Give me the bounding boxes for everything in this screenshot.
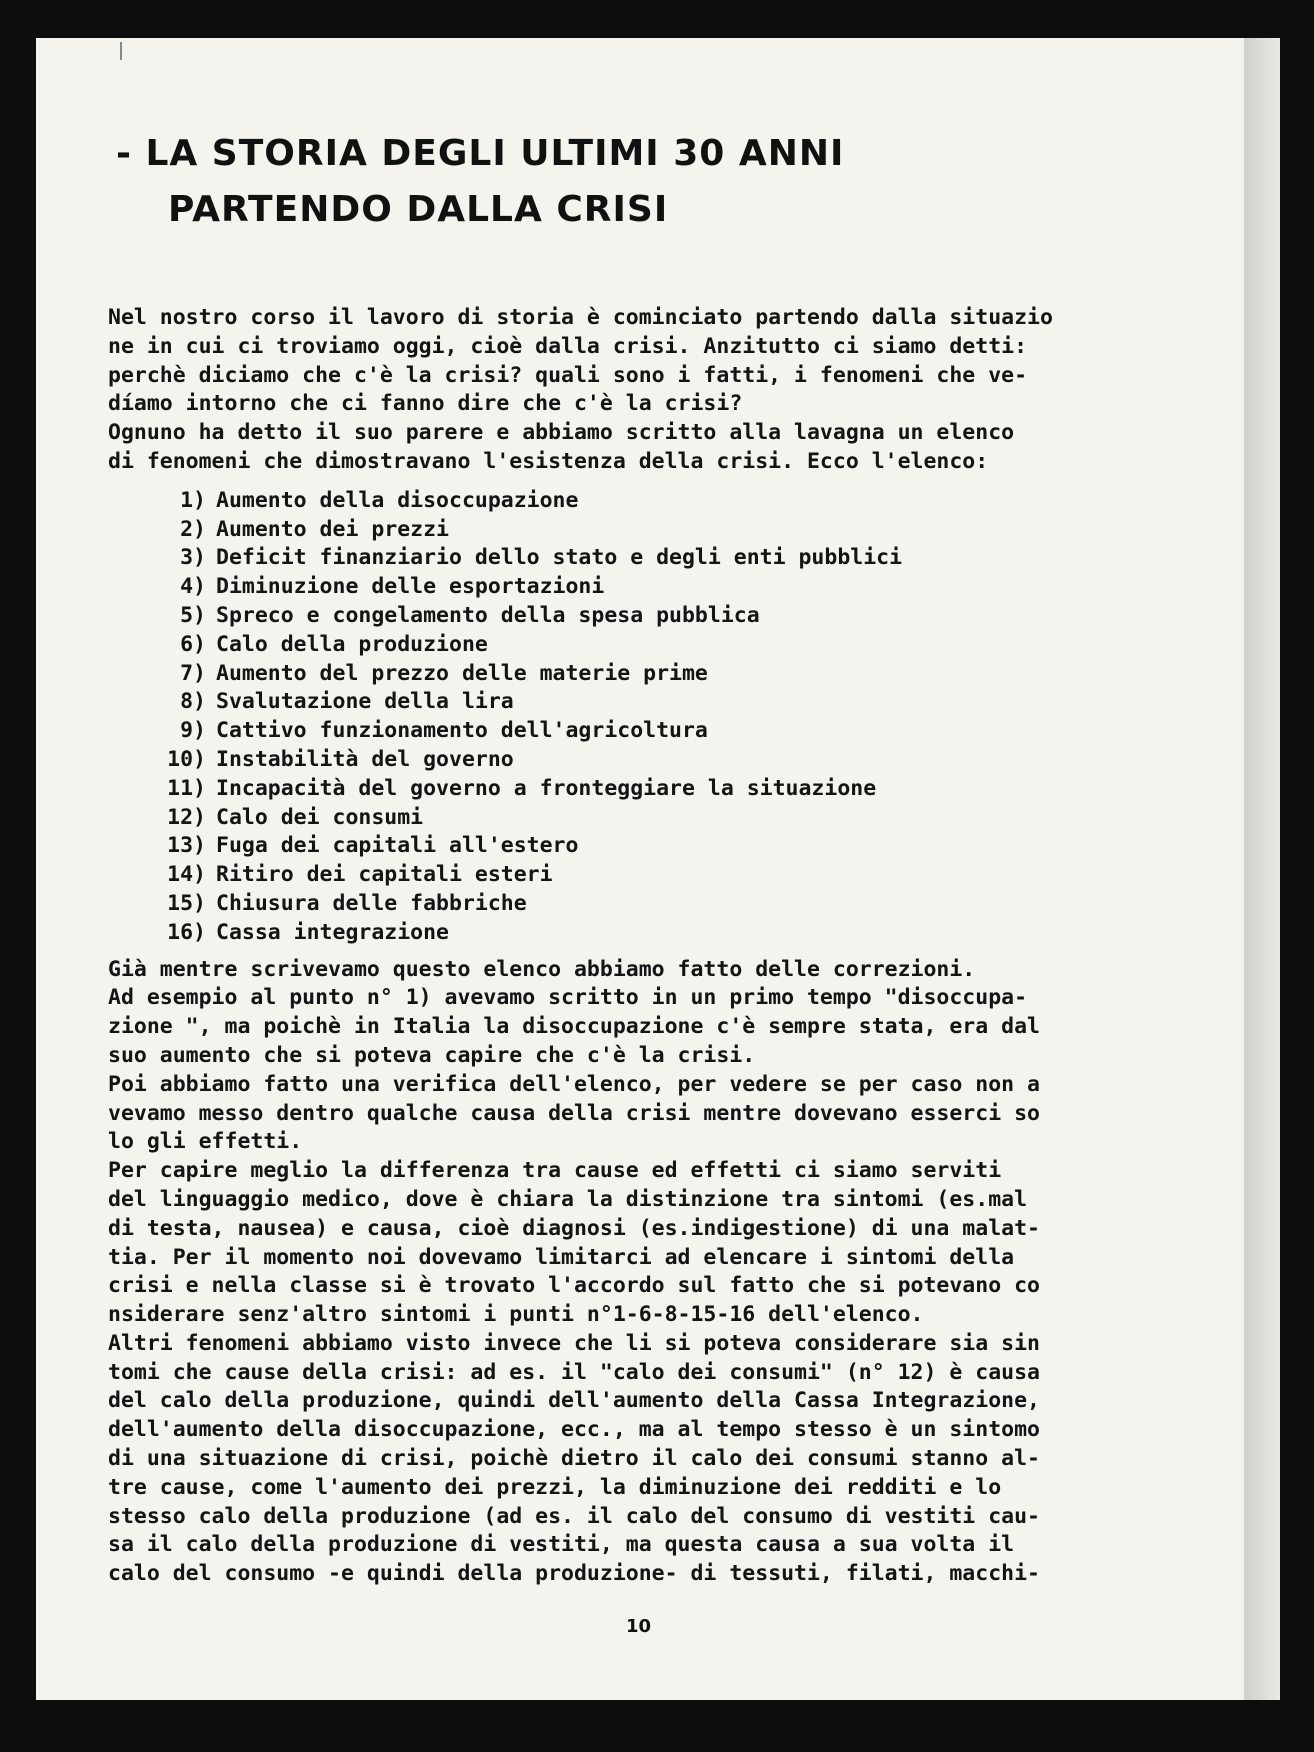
page-number: 10 (626, 1616, 652, 1637)
title-line-2: PARTENDO DALLA CRISI (168, 189, 669, 230)
scan-mark (120, 42, 122, 60)
intro-line: di fenomeni che dimostravano l'esistenza della crisi. Ecco l'elenco: (108, 448, 989, 474)
list-item-number: 10) (167, 746, 206, 772)
body-line: calo del consumo -e quindi della produzione- di tessuti, filati, macchi- (108, 1561, 1040, 1587)
list-item (108, 516, 1238, 545)
body-line: stesso calo della produzione (ad es. il calo del consumo di vestiti cau- (108, 1503, 1040, 1529)
list-item-text: Aumento dei prezzi (216, 516, 449, 542)
body-line: Poi abbiamo fatto una verifica dell'elenco, per vedere se per caso non a (108, 1071, 1040, 1097)
body-line: crisi e nella classe si è trovato l'accordo sul fatto che si potevano co (108, 1273, 1040, 1299)
list-item-text: Incapacità del governo a fronteggiare la situazione (216, 775, 877, 801)
list-item (108, 660, 1238, 689)
list-item-number: 11) (167, 775, 206, 801)
intro-line: perchè diciamo che c'è la crisi? quali sono i fatti, i fenomeni che ve- (108, 362, 1028, 388)
list-item-number: 6) (180, 631, 206, 657)
intro-line: Ognuno ha detto il suo parere e abbiamo scritto alla lavagna un elenco (108, 420, 1015, 446)
body-line: tomi che cause della crisi: ad es. il "calo dei consumi" (n° 12) è causa (108, 1359, 1040, 1385)
title-line-1: - LA STORIA DEGLI ULTIMI 30 ANNI (116, 133, 845, 174)
intro-line: Nel nostro corso il lavoro di storia è cominciato partendo dalla situazio (108, 305, 1053, 330)
list-item-text: Calo della produzione (216, 631, 488, 657)
list-item (108, 890, 1238, 919)
body-line: sa il calo della produzione di vestiti, ma questa causa a sua volta il (108, 1532, 1015, 1558)
body-line: del calo della produzione, quindi dell'aumento della Cassa Integrazione, (108, 1388, 1040, 1414)
list-item (108, 746, 1238, 775)
body-line: Già mentre scrivevamo questo elenco abbiamo fatto delle correzioni. (108, 956, 976, 982)
list-item-number: 16) (167, 919, 206, 945)
list-item (108, 919, 1238, 948)
body-line: di testa, nausea) e causa, cioè diagnosi (es.indigestione) di una malat- (108, 1215, 1040, 1241)
list-item-number: 4) (180, 574, 206, 600)
list-item-number: 15) (167, 890, 206, 916)
list-item-text: Deficit finanziario dello stato e degli enti pubblici (216, 545, 903, 571)
list-item-number: 2) (180, 516, 206, 542)
list-item-text: Diminuzione delle esportazioni (216, 574, 605, 600)
crisis-phenomena-list (108, 487, 1238, 948)
list-item (108, 804, 1238, 833)
list-item (108, 832, 1238, 861)
body-line: tre cause, come l'aumento dei prezzi, la diminuzione dei redditi e lo (108, 1474, 1002, 1500)
list-item-number: 12) (167, 804, 206, 830)
body-line: del linguaggio medico, dove è chiara la distinzione tra sintomi (es.mal (108, 1186, 1028, 1212)
list-item-text: Cassa integrazione (216, 919, 449, 945)
body-line: vevamo messo dentro qualche causa della crisi mentre dovevano esserci so (108, 1100, 1040, 1126)
body-line: nsiderare senz'altro sintomi i punti n°1-6-8-15-16 dell'elenco. (108, 1302, 924, 1328)
body-line: Ad esempio al punto n° 1) avevamo scritto in un primo tempo "disoccupa- (108, 985, 1028, 1011)
body-line: di una situazione di crisi, poichè dietro il calo dei consumi stanno al- (108, 1446, 1040, 1472)
body-line: dell'aumento della disoccupazione, ecc., ma al tempo stesso è un sintomo (108, 1417, 1040, 1443)
list-item-text: Calo dei consumi (216, 804, 424, 830)
body-line: zione ", ma poichè in Italia la disoccupazione c'è sempre stata, era dal (108, 1014, 1040, 1040)
list-item-number: 14) (167, 862, 206, 888)
list-item-text: Chiusura delle fabbriche (216, 890, 527, 916)
list-item-number: 3) (180, 545, 206, 571)
intro-line: díamo intorno che ci fanno dire che c'è la crisi? (108, 391, 743, 417)
document-body (108, 304, 1238, 1589)
body-paragraphs (108, 956, 1238, 1590)
intro-paragraph (108, 304, 1238, 477)
page-title (116, 126, 1116, 238)
list-item-text: Spreco e congelamento della spesa pubblica (216, 602, 760, 628)
list-item-text: Svalutazione della lira (216, 689, 514, 715)
list-item (108, 688, 1238, 717)
list-item (108, 861, 1238, 890)
list-item (108, 775, 1238, 804)
list-item-number: 8) (180, 689, 206, 715)
intro-line: ne in cui ci troviamo oggi, cioè dalla crisi. Anzitutto ci siamo detti: (108, 333, 1028, 359)
body-line: lo gli effetti. (108, 1129, 303, 1155)
body-line: Altri fenomeni abbiamo visto invece che li si poteva considerare sia sin (108, 1330, 1040, 1356)
list-item-number: 1) (180, 487, 206, 513)
list-item-number: 9) (180, 718, 206, 744)
body-line: tia. Per il momento noi dovevamo limitarci ad elencare i sintomi della (108, 1244, 1015, 1270)
list-item (108, 602, 1238, 631)
list-item-text: Fuga dei capitali all'estero (216, 833, 579, 859)
list-item (108, 573, 1238, 602)
list-item-text: Ritiro dei capitali esteri (216, 862, 553, 888)
body-line: suo aumento che si poteva capire che c'è la crisi. (108, 1042, 756, 1068)
list-item (108, 717, 1238, 746)
list-item-text: Cattivo funzionamento dell'agricoltura (216, 718, 708, 744)
list-item-number: 5) (180, 602, 206, 628)
list-item-text: Aumento del prezzo delle materie prime (216, 660, 708, 686)
list-item-number: 7) (180, 660, 206, 686)
list-item (108, 544, 1238, 573)
list-item (108, 631, 1238, 660)
list-item-text: Aumento della disoccupazione (216, 487, 579, 513)
facing-page-edge (1244, 38, 1280, 1700)
list-item-number: 13) (167, 833, 206, 859)
document-page (36, 38, 1280, 1700)
body-line: Per capire meglio la differenza tra cause ed effetti ci siamo serviti (108, 1158, 1002, 1184)
list-item (108, 487, 1238, 516)
list-item-text: Instabilità del governo (216, 746, 514, 772)
